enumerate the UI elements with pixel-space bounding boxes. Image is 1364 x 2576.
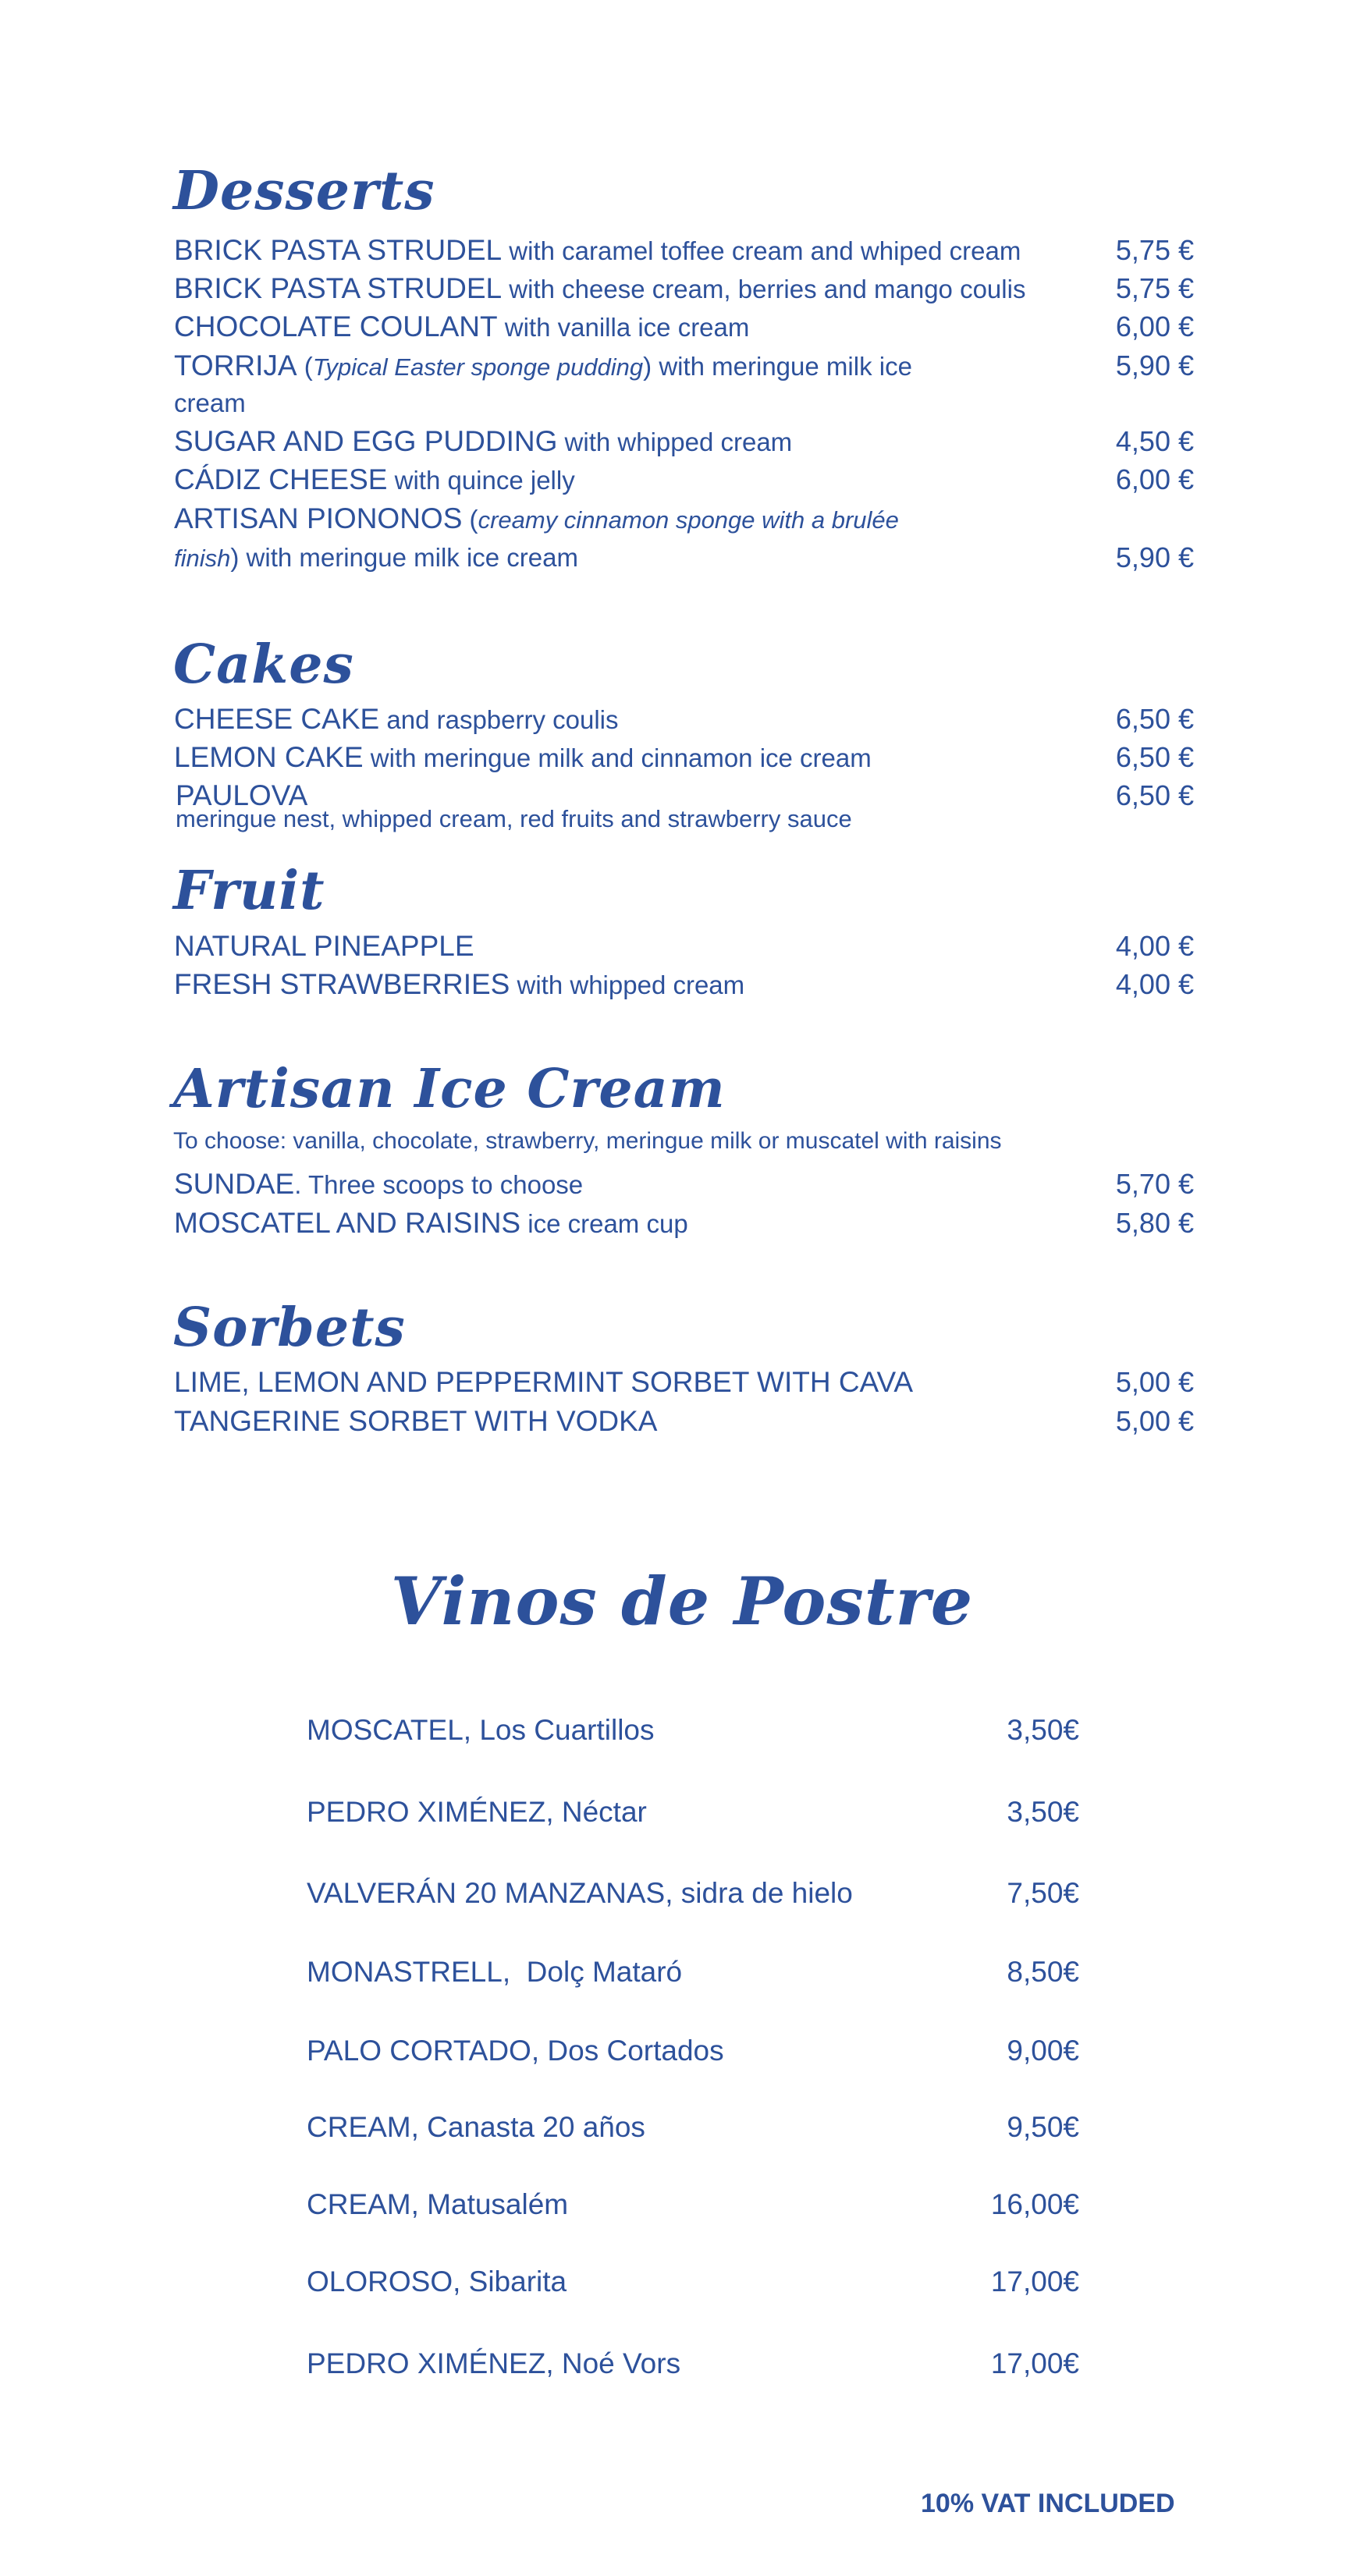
menu-item: BRICK PASTA STRUDEL with cheese cream, berries and mango coulis 5,75 € xyxy=(174,272,1194,304)
menu-item: TANGERINE SORBET WITH VODKA 5,00 € xyxy=(174,1405,1194,1437)
menu-item-continuation: cream xyxy=(174,389,246,417)
menu-item: LIME, LEMON AND PEPPERMINT SORBET WITH CAVA 5,00 € xyxy=(174,1366,1194,1398)
wine-item: CREAM, Matusalém 16,00€ xyxy=(307,2188,1079,2220)
wine-price: 7,50€ xyxy=(1007,1877,1079,1909)
section-heading-wines: Vinos de Postre xyxy=(390,1563,974,1640)
vat-note: 10% VAT INCLUDED xyxy=(921,2489,1175,2518)
menu-item: TORRIJA (Typical Easter sponge pudding) with meringue milk ice 5,90 € xyxy=(174,349,1194,381)
wine-item: VALVERÁN 20 MANZANAS, sidra de hielo 7,50€ xyxy=(307,1877,1079,1909)
item-price: 5,75 € xyxy=(1115,272,1194,304)
wine-price: 3,50€ xyxy=(1007,1714,1079,1746)
item-price: 5,75 € xyxy=(1115,234,1194,266)
item-price: 5,00 € xyxy=(1115,1405,1194,1437)
item-price: 5,80 € xyxy=(1115,1207,1194,1239)
item-price: 5,70 € xyxy=(1115,1168,1194,1200)
menu-item: NATURAL PINEAPPLE 4,00 € xyxy=(174,930,1194,962)
item-price: 5,00 € xyxy=(1115,1366,1194,1398)
wine-item: PALO CORTADO, Dos Cortados 9,00€ xyxy=(307,2035,1079,2067)
item-price: 6,50 € xyxy=(1115,779,1194,811)
menu-item: MOSCATEL AND RAISINS ice cream cup 5,80 € xyxy=(174,1207,1194,1239)
ice-cream-note: To choose: vanilla, chocolate, strawberry, meringue milk or muscatel with raisins xyxy=(173,1128,1002,1154)
menu-item: FRESH STRAWBERRIES with whipped cream 4,00 € xyxy=(174,968,1194,1000)
item-price: 4,50 € xyxy=(1115,425,1194,457)
menu-item-continuation: finish) with meringue milk ice cream 5,90 € xyxy=(174,541,1194,573)
wine-item: PEDRO XIMÉNEZ, Néctar 3,50€ xyxy=(307,1796,1079,1828)
menu-item: SUGAR AND EGG PUDDING with whipped cream 4,50 € xyxy=(174,425,1194,457)
wine-price: 9,50€ xyxy=(1007,2111,1079,2143)
section-heading-desserts: Desserts xyxy=(173,160,435,222)
wine-price: 17,00€ xyxy=(990,2266,1079,2297)
menu-item: ARTISAN PIONONOS (creamy cinnamon sponge with a brulée xyxy=(174,502,899,534)
item-price: 4,00 € xyxy=(1115,968,1194,1000)
item-price: 4,00 € xyxy=(1115,930,1194,962)
wine-price: 8,50€ xyxy=(1007,1956,1079,1988)
section-heading-sorbets: Sorbets xyxy=(173,1297,406,1359)
wine-price: 9,00€ xyxy=(1007,2035,1079,2067)
section-heading-fruit: Fruit xyxy=(173,860,325,922)
wine-price: 3,50€ xyxy=(1007,1796,1079,1828)
menu-item: LEMON CAKE with meringue milk and cinnamon ice cream 6,50 € xyxy=(174,741,1194,773)
menu-item: CÁDIZ CHEESE with quince jelly 6,00 € xyxy=(174,463,1194,495)
item-price: 5,90 € xyxy=(1115,541,1194,573)
section-heading-cakes: Cakes xyxy=(173,633,354,696)
wine-item: MONASTRELL, Dolç Mataró 8,50€ xyxy=(307,1956,1079,1988)
item-price: 6,50 € xyxy=(1115,741,1194,773)
menu-item: BRICK PASTA STRUDEL with caramel toffee cream and whiped cream 5,75 € xyxy=(174,234,1194,266)
wine-item: PEDRO XIMÉNEZ, Noé Vors 17,00€ xyxy=(307,2347,1079,2379)
wine-price: 16,00€ xyxy=(990,2188,1079,2220)
menu-item: CHEESE CAKE and raspberry coulis 6,50 € xyxy=(174,703,1194,735)
wine-item: MOSCATEL, Los Cuartillos 3,50€ xyxy=(307,1714,1079,1746)
item-price: 5,90 € xyxy=(1115,349,1194,381)
item-price: 6,00 € xyxy=(1115,463,1194,495)
item-price: 6,50 € xyxy=(1115,703,1194,735)
wine-item: OLOROSO, Sibarita 17,00€ xyxy=(307,2266,1079,2297)
menu-item: PAULOVA 6,50 € xyxy=(176,779,1194,811)
wine-price: 17,00€ xyxy=(990,2347,1079,2379)
section-heading-ice-cream: Artisan Ice Cream xyxy=(173,1058,726,1120)
menu-item: CHOCOLATE COULANT with vanilla ice cream 6,00 € xyxy=(174,310,1194,342)
menu-item: SUNDAE. Three scoops to choose 5,70 € xyxy=(174,1168,1194,1200)
item-subtitle: meringue nest, whipped cream, red fruits and strawberry sauce xyxy=(176,805,852,832)
wine-item: CREAM, Canasta 20 años 9,50€ xyxy=(307,2111,1079,2143)
item-price: 6,00 € xyxy=(1115,310,1194,342)
